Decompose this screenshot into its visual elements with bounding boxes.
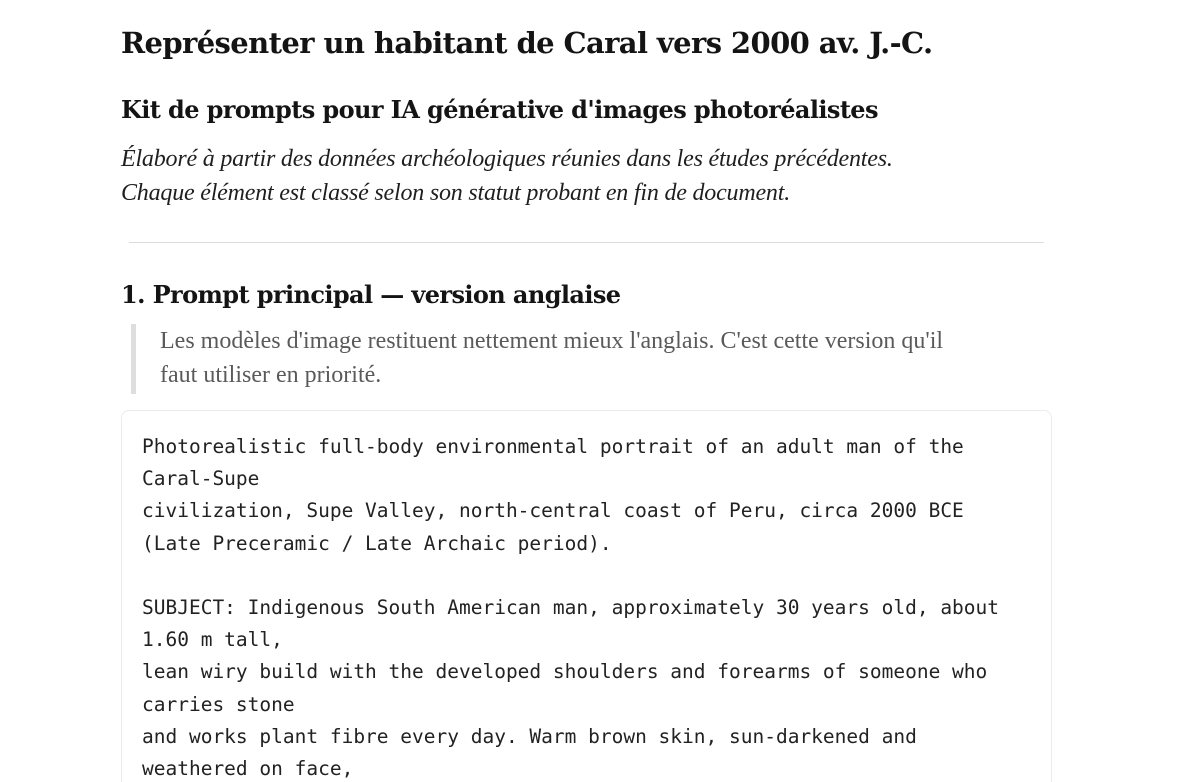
- code-line: and works plant fibre every day. Warm brown skin, sun-darkened and: [142, 724, 917, 748]
- note-line: Les modèles d'image restituent nettement mieux l'anglais. C'est cette version qu'il: [160, 328, 944, 354]
- intro-line: Chaque élément est classé selon son statut probant en fin de document.: [121, 180, 791, 206]
- section-divider: [129, 242, 1044, 243]
- note-line: faut utiliser en priorité.: [160, 362, 382, 388]
- code-line: lean wiry build with the developed shoulders and forearms of someone who: [142, 660, 988, 684]
- document-subtitle: Kit de prompts pour IA générative d'images photoréalistes: [121, 95, 878, 124]
- code-line: [142, 560, 1051, 592]
- intro-paragraph: [121, 142, 893, 210]
- section-heading: 1. Prompt principal — version anglaise: [121, 280, 621, 309]
- code-line: weathered on face,: [142, 756, 354, 780]
- document-title: Représenter un habitant de Caral vers 2000 av. J.-C.: [121, 26, 933, 60]
- intro-line: Élaboré à partir des données archéologiques réunies dans les études précédentes.: [121, 146, 893, 172]
- code-line: Photorealistic full-body environmental portrait of an adult man of the: [142, 435, 964, 458]
- code-line: SUBJECT: Indigenous South American man, approximately 30 years old, about: [142, 595, 1000, 619]
- note-blockquote: [131, 324, 1031, 394]
- code-line: civilization, Supe Valley, north-central coast of Peru, circa 2000 BCE: [142, 499, 964, 523]
- code-line: (Late Preceramic / Late Archaic period).: [142, 531, 612, 555]
- code-line: Caral-Supe: [142, 467, 260, 491]
- code-line: carries stone: [142, 692, 295, 716]
- code-line: 1.60 m tall,: [142, 628, 283, 652]
- prompt-code-block[interactable]: [121, 410, 1052, 782]
